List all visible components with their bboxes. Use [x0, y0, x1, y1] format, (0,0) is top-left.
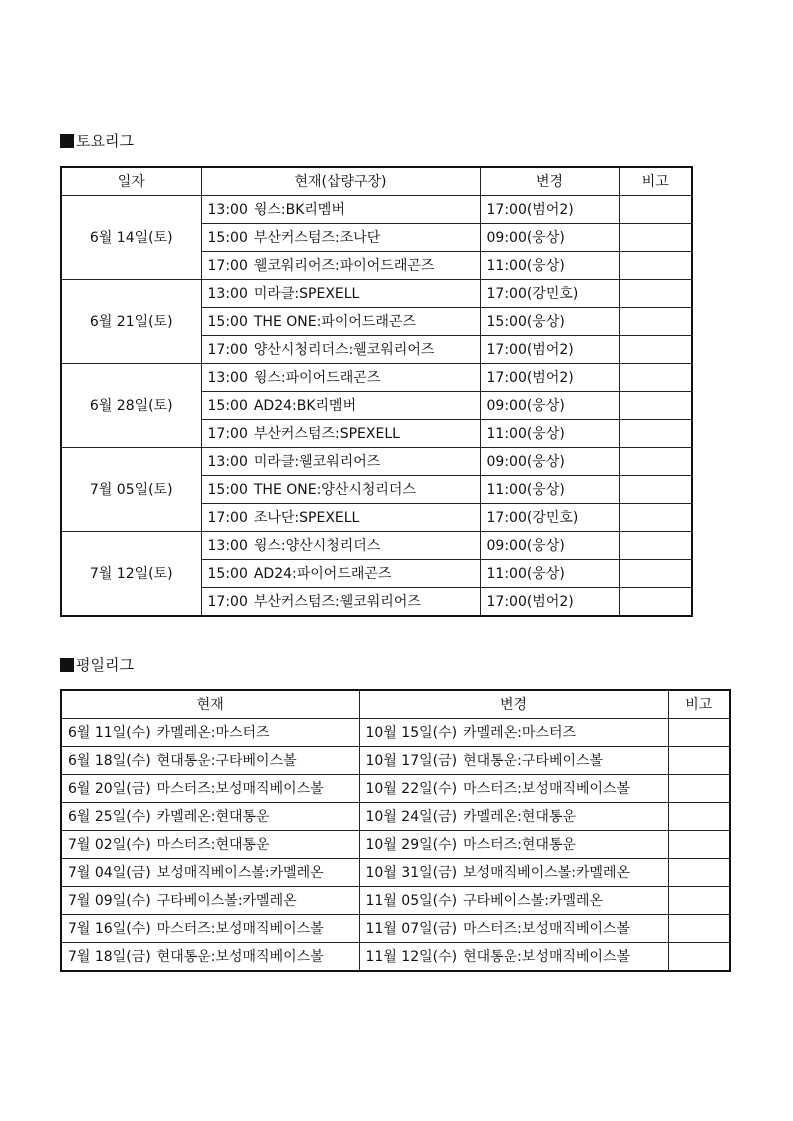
note-cell — [668, 831, 730, 859]
weekday-league-title: 평일리그 — [76, 656, 134, 674]
current-cell — [61, 831, 359, 859]
change-cell: 15:00(웅상) — [480, 308, 619, 336]
change-cell: 11:00(웅상) — [480, 560, 619, 588]
current-cell — [61, 859, 359, 887]
date-cell: 6월 28일(토) — [61, 364, 201, 448]
change-match: 현대통운:구타베이스볼 — [463, 752, 604, 769]
current-match: 마스터즈:현대통운 — [156, 836, 270, 853]
table-header-row — [61, 690, 730, 719]
game-match: THE ONE:파이어드래곤즈 — [253, 313, 416, 330]
change-cell — [359, 859, 668, 887]
game-time: 13:00 — [207, 369, 248, 386]
change-cell: 11:00(웅상) — [480, 252, 619, 280]
current-match: 보성매직베이스볼:카멜레온 — [156, 864, 324, 881]
current-match: 카멜레온:현대통운 — [156, 808, 270, 825]
game-time: 15:00 — [207, 565, 248, 582]
note-cell — [619, 336, 692, 364]
game-cell — [201, 308, 480, 336]
game-match: AD24:파이어드래곤즈 — [253, 565, 392, 582]
change-cell — [359, 803, 668, 831]
current-match: 구타베이스볼:카멜레온 — [156, 892, 297, 909]
change-match: 카멜레온:현대통운 — [463, 808, 576, 825]
game-time: 17:00 — [207, 593, 248, 610]
table-row — [61, 747, 730, 775]
game-cell — [201, 364, 480, 392]
current-match: 현대통운:보성매직베이스볼 — [156, 948, 324, 965]
table-row — [61, 364, 692, 392]
change-match: 마스터즈:현대통운 — [463, 836, 576, 853]
change-cell: 09:00(웅상) — [480, 224, 619, 252]
game-time: 17:00 — [207, 425, 248, 442]
current-cell — [61, 943, 359, 972]
current-date: 7월 04일(금) — [68, 864, 151, 881]
table-row — [61, 775, 730, 803]
column-header-note: 비고 — [619, 167, 692, 196]
game-time: 13:00 — [207, 453, 248, 470]
square-bullet-icon — [60, 134, 74, 148]
note-cell — [619, 196, 692, 224]
game-time: 15:00 — [207, 229, 248, 246]
change-date: 10월 17일(금) — [365, 752, 458, 769]
date-cell: 7월 05일(토) — [61, 448, 201, 532]
note-cell — [619, 280, 692, 308]
note-cell — [668, 915, 730, 943]
change-cell: 11:00(웅상) — [480, 476, 619, 504]
game-cell — [201, 252, 480, 280]
note-cell — [668, 943, 730, 972]
game-time: 17:00 — [207, 257, 248, 274]
current-date: 7월 18일(금) — [68, 948, 151, 965]
note-cell — [619, 420, 692, 448]
game-match: THE ONE:양산시청리더스 — [253, 481, 416, 498]
game-cell — [201, 588, 480, 617]
current-cell — [61, 775, 359, 803]
change-date: 11월 07일(금) — [365, 920, 458, 937]
change-date: 11월 12일(수) — [365, 948, 458, 965]
change-cell: 09:00(웅상) — [480, 532, 619, 560]
current-date: 7월 09일(수) — [68, 892, 151, 909]
game-match: 윙스:양산시청리더스 — [253, 537, 381, 554]
game-cell — [201, 336, 480, 364]
table-row — [61, 719, 730, 747]
note-cell — [668, 859, 730, 887]
column-header-note: 비고 — [668, 690, 730, 719]
note-cell — [668, 803, 730, 831]
game-time: 17:00 — [207, 509, 248, 526]
game-match: 미라클:SPEXELL — [253, 285, 360, 302]
change-cell: 09:00(웅상) — [480, 392, 619, 420]
note-cell — [619, 252, 692, 280]
change-match: 마스터즈:보성매직베이스볼 — [463, 920, 631, 937]
table-row — [61, 280, 692, 308]
saturday-schedule-table — [60, 166, 693, 617]
note-cell — [668, 747, 730, 775]
game-time: 15:00 — [207, 313, 248, 330]
change-match: 현대통운:보성매직베이스볼 — [463, 948, 631, 965]
current-match: 카멜레온:마스터즈 — [156, 724, 270, 741]
current-date: 7월 16일(수) — [68, 920, 151, 937]
change-date: 11월 05일(수) — [365, 892, 458, 909]
column-header-current: 현재 — [61, 690, 359, 719]
current-date: 6월 20일(금) — [68, 780, 151, 797]
game-match: 부산커스텀즈:웰코워리어즈 — [253, 593, 421, 610]
game-match: 미라클:웰코워리어즈 — [253, 453, 381, 470]
current-date: 6월 25일(수) — [68, 808, 151, 825]
current-cell — [61, 719, 359, 747]
current-date: 6월 18일(수) — [68, 752, 151, 769]
game-cell — [201, 420, 480, 448]
note-cell — [668, 719, 730, 747]
note-cell — [619, 448, 692, 476]
game-time: 15:00 — [207, 397, 248, 414]
change-cell — [359, 887, 668, 915]
change-cell: 09:00(웅상) — [480, 448, 619, 476]
change-cell — [359, 775, 668, 803]
game-match: 윙스:파이어드래곤즈 — [253, 369, 381, 386]
game-cell — [201, 392, 480, 420]
weekday-schedule-table — [60, 689, 731, 972]
change-cell: 17:00(범어2) — [480, 336, 619, 364]
change-date: 10월 24일(금) — [365, 808, 458, 825]
change-cell — [359, 719, 668, 747]
change-match: 마스터즈:보성매직베이스볼 — [463, 780, 631, 797]
table-row — [61, 196, 692, 224]
change-match: 보성매직베이스볼:카멜레온 — [463, 864, 631, 881]
current-cell — [61, 887, 359, 915]
current-match: 마스터즈:보성매직베이스볼 — [156, 780, 324, 797]
column-header-current: 현재(삽량구장) — [201, 167, 480, 196]
game-cell — [201, 476, 480, 504]
note-cell — [619, 364, 692, 392]
game-time: 15:00 — [207, 481, 248, 498]
game-time: 13:00 — [207, 201, 248, 218]
current-cell — [61, 803, 359, 831]
current-date: 7월 02일(수) — [68, 836, 151, 853]
current-cell — [61, 915, 359, 943]
game-cell — [201, 280, 480, 308]
change-cell — [359, 943, 668, 972]
change-cell: 17:00(강민호) — [480, 504, 619, 532]
table-row — [61, 831, 730, 859]
change-match: 카멜레온:마스터즈 — [463, 724, 576, 741]
game-time: 13:00 — [207, 285, 248, 302]
game-match: 부산커스텀즈:조나단 — [253, 229, 381, 246]
weekday-league-heading — [60, 655, 134, 675]
note-cell — [619, 588, 692, 617]
table-header-row — [61, 167, 692, 196]
change-cell: 17:00(범어2) — [480, 196, 619, 224]
change-cell: 11:00(웅상) — [480, 420, 619, 448]
change-date: 10월 29일(수) — [365, 836, 458, 853]
game-match: 윙스:BK리멤버 — [253, 201, 345, 218]
note-cell — [619, 560, 692, 588]
current-match: 마스터즈:보성매직베이스볼 — [156, 920, 324, 937]
saturday-league-heading — [60, 131, 134, 151]
game-time: 17:00 — [207, 341, 248, 358]
current-date: 6월 11일(수) — [68, 724, 151, 741]
note-cell — [668, 775, 730, 803]
game-cell — [201, 504, 480, 532]
change-cell — [359, 831, 668, 859]
game-cell — [201, 532, 480, 560]
table-row — [61, 803, 730, 831]
note-cell — [668, 887, 730, 915]
table-row — [61, 943, 730, 972]
note-cell — [619, 532, 692, 560]
note-cell — [619, 504, 692, 532]
date-cell: 6월 21일(토) — [61, 280, 201, 364]
note-cell — [619, 476, 692, 504]
change-date: 10월 31일(금) — [365, 864, 458, 881]
game-match: AD24:BK리멤버 — [253, 397, 357, 414]
change-date: 10월 15일(수) — [365, 724, 458, 741]
table-row — [61, 532, 692, 560]
note-cell — [619, 392, 692, 420]
current-cell — [61, 747, 359, 775]
game-match: 조나단:SPEXELL — [253, 509, 360, 526]
game-match: 웰코워리어즈:파이어드래곤즈 — [253, 257, 435, 274]
game-cell — [201, 224, 480, 252]
game-cell — [201, 560, 480, 588]
table-row — [61, 859, 730, 887]
column-header-date: 일자 — [61, 167, 201, 196]
table-row — [61, 887, 730, 915]
game-cell — [201, 196, 480, 224]
change-cell — [359, 915, 668, 943]
game-time: 13:00 — [207, 537, 248, 554]
saturday-league-title: 토요리그 — [76, 132, 134, 150]
change-date: 10월 22일(수) — [365, 780, 458, 797]
square-bullet-icon — [60, 658, 74, 672]
current-match: 현대통운:구타베이스볼 — [156, 752, 297, 769]
change-match: 구타베이스볼:카멜레온 — [463, 892, 604, 909]
note-cell — [619, 308, 692, 336]
game-cell — [201, 448, 480, 476]
change-cell: 17:00(강민호) — [480, 280, 619, 308]
date-cell: 6월 14일(토) — [61, 196, 201, 280]
change-cell: 17:00(범어2) — [480, 588, 619, 617]
table-row — [61, 915, 730, 943]
table-row — [61, 448, 692, 476]
column-header-change: 변경 — [480, 167, 619, 196]
column-header-change: 변경 — [359, 690, 668, 719]
change-cell: 17:00(범어2) — [480, 364, 619, 392]
game-match: 부산커스텀즈:SPEXELL — [253, 425, 400, 442]
date-cell: 7월 12일(토) — [61, 532, 201, 617]
change-cell — [359, 747, 668, 775]
note-cell — [619, 224, 692, 252]
game-match: 양산시청리더스:웰코워리어즈 — [253, 341, 435, 358]
